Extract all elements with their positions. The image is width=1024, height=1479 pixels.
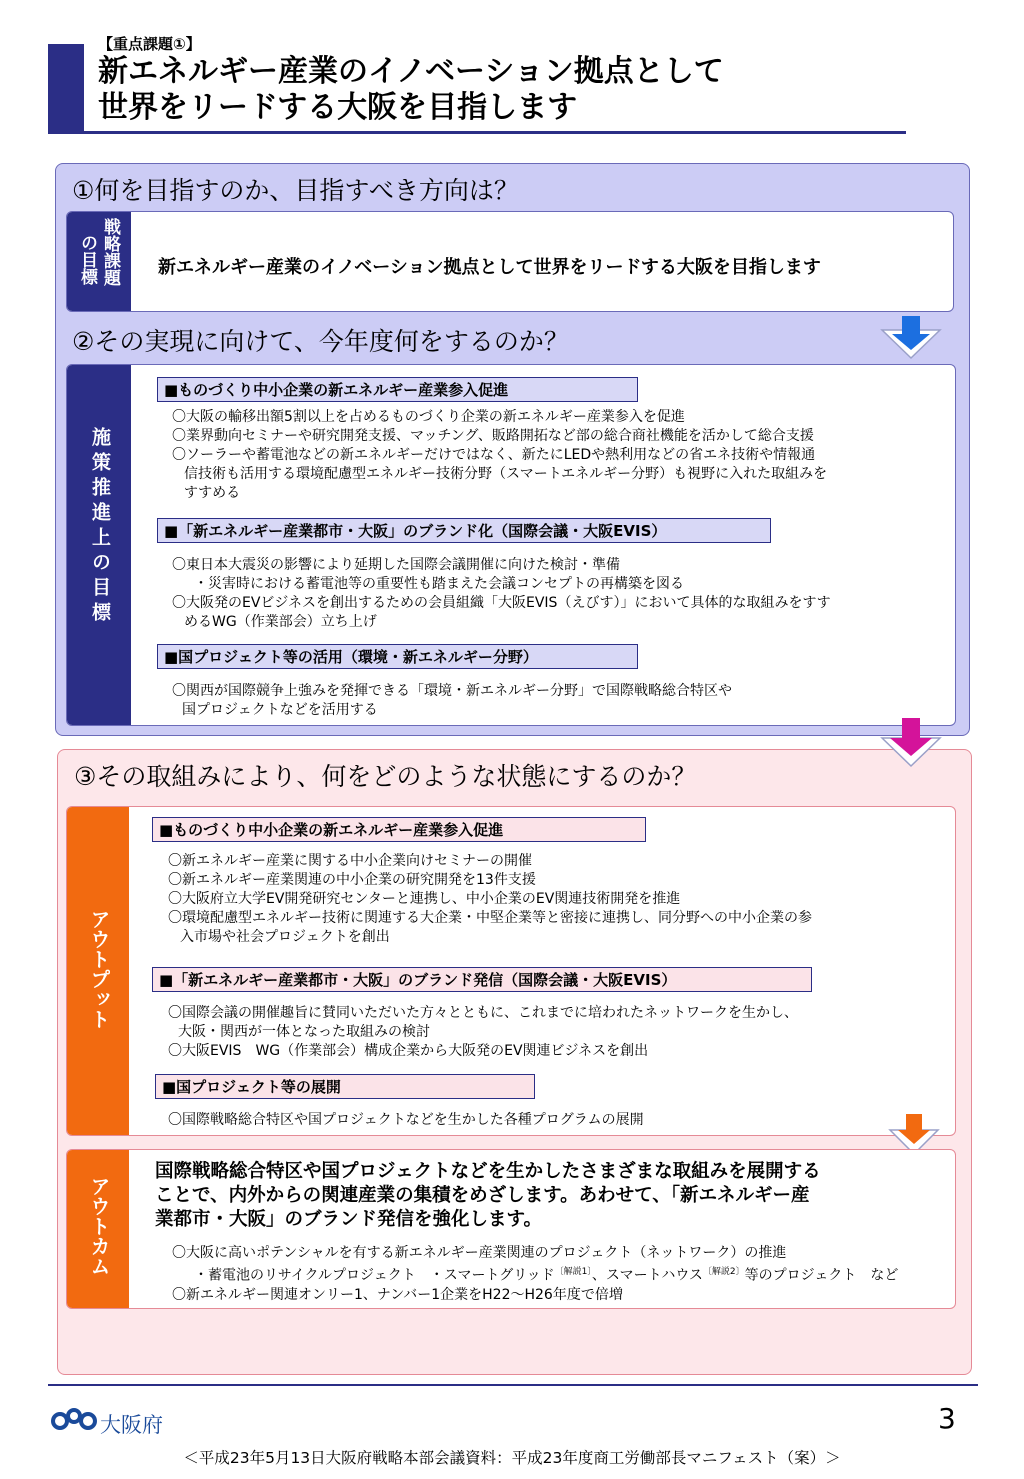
output-group3-list bbox=[168, 1111, 644, 1130]
strategic-goal-label-b: の目標 bbox=[77, 234, 97, 285]
list-item: 国プロジェクトなどを活用する bbox=[182, 702, 378, 718]
page-title bbox=[98, 54, 724, 126]
list-item bbox=[172, 1263, 898, 1286]
measures-group2-title: ■「新エネルギー産業都市・大阪」のブランド化（国際会議・大阪EVIS） bbox=[157, 518, 771, 543]
measures-label bbox=[67, 365, 131, 725]
output-group3-title: ■国プロジェクト等の展開 bbox=[155, 1074, 535, 1099]
header-rule bbox=[48, 131, 906, 134]
outcome-text: 、スマートハウス bbox=[591, 1267, 703, 1284]
outcome-list bbox=[172, 1244, 898, 1305]
list-item: 〇新エネルギー関連オンリー1、ナンバー1企業をH22～H26年度で倍増 bbox=[172, 1286, 623, 1303]
list-item: めるWG（作業部会）立ち上げ bbox=[184, 614, 377, 630]
measures-group3-list bbox=[172, 682, 732, 720]
list-item: 〇大阪に高いポテンシャルを有する新エネルギー産業関連のプロジェクト（ネットワーク）の推進 bbox=[172, 1245, 787, 1261]
output-group2-title: ■「新エネルギー産業都市・大阪」のブランド発信（国際会議・大阪EVIS） bbox=[152, 967, 812, 992]
strategic-goal-label bbox=[67, 212, 131, 311]
list-item: 〇大阪発のEVビジネスを創出するための会員組織「大阪EVIS（えびす）」において具体的な取組みをすす bbox=[172, 595, 831, 611]
measures-group1-title: ■ものづくり中小企業の新エネルギー産業参入促進 bbox=[157, 377, 638, 402]
arrow-down-blue-icon bbox=[880, 314, 942, 360]
page-title-line2: 世界をリードする大阪を目指します bbox=[98, 90, 578, 125]
list-item: 〇環境配慮型エネルギー技術に関連する大企業・中堅企業等と密接に連携し、同分野への中小企業の参 bbox=[168, 910, 812, 926]
output-group1-title: ■ものづくり中小企業の新エネルギー産業参入促進 bbox=[152, 817, 646, 842]
arrow-down-magenta-icon bbox=[880, 716, 942, 768]
list-item: すすめる bbox=[184, 485, 241, 501]
section3-heading: ③その取組みにより、何をどのような状態にするのか？ bbox=[74, 762, 697, 791]
output-label bbox=[67, 807, 129, 1135]
logo-text: 大阪府 bbox=[100, 1413, 163, 1437]
footnote-ref: 〔解説2〕 bbox=[702, 1267, 745, 1277]
list-item: 〇業界動向セミナーや研究開発支援、マッチング、販路開拓など部の総合商社機能を活かして総合支援 bbox=[172, 428, 814, 444]
list-item: 〇国際戦略総合特区や国プロジェクトなどを生かした各種プログラムの展開 bbox=[168, 1112, 644, 1128]
list-item: 信技術も活用する環境配慮型エネルギー技術分野（スマートエネルギー分野）も視野に入れた取組みを bbox=[184, 466, 828, 482]
output-label-text: アウトプット bbox=[87, 909, 111, 1029]
outcome-headline-line: ことで、内外からの関連産業の集積をめざします。あわせて、「新エネルギー産 bbox=[155, 1185, 810, 1206]
source-caption: ＜平成23年5月13日大阪府戦略本部会議資料：平成23年度商工労働部長マニフェスト（案）＞ bbox=[183, 1449, 841, 1467]
list-item: 〇新エネルギー産業関連の中小企業の研究開発を13件支援 bbox=[168, 872, 536, 888]
list-item: 〇大阪府立大学EV開発研究センターと連携し、中小企業のEV関連技術開発を推進 bbox=[168, 891, 681, 907]
footer-rule bbox=[48, 1384, 978, 1386]
header-tag: 【重点課題①】 bbox=[98, 35, 201, 53]
list-item: 〇大阪EVIS WG（作業部会）構成企業から大阪発のEV関連ビジネスを創出 bbox=[168, 1043, 649, 1059]
measures-group1-list bbox=[172, 408, 827, 503]
list-item: 〇国際会議の開催趣旨に賛同いただいた方々とともに、これまでに培われたネットワークを生かし、 bbox=[168, 1005, 798, 1021]
measures-group2-list bbox=[172, 556, 831, 632]
list-item: 〇大阪の輸移出額5割以上を占めるものづくり企業の新エネルギー産業参入を促進 bbox=[172, 409, 685, 425]
outcome-text: 等のプロジェクト など bbox=[744, 1267, 899, 1284]
page-title-line1: 新エネルギー産業のイノベーション拠点として bbox=[98, 54, 724, 89]
list-item: 〇新エネルギー産業に関する中小企業向けセミナーの開催 bbox=[168, 853, 532, 869]
outcome-label-text: アウトカム bbox=[87, 1176, 111, 1276]
page-number: 3 bbox=[938, 1402, 956, 1435]
section2-heading: ②その実現に向けて、今年度何をするのか？ bbox=[72, 327, 569, 356]
strategic-goal-text: 新エネルギー産業のイノベーション拠点として世界をリードする大阪を目指します bbox=[158, 257, 821, 278]
outcome-text: ・蓄電池のリサイクルプロジェクト ・スマートグリッド bbox=[194, 1267, 555, 1284]
output-group1-list bbox=[168, 852, 812, 947]
list-item: 大阪・関西が一体となった取組みの検討 bbox=[178, 1024, 430, 1040]
section1-heading: ①何を目指すのか、目指すべき方向は？ bbox=[72, 176, 519, 205]
outcome-headline-line: 国際戦略総合特区や国プロジェクトなどを生かしたさまざまな取組みを展開する bbox=[155, 1161, 821, 1182]
list-item: 〇東日本大震災の影響により延期した国際会議開催に向けた検討・準備 bbox=[172, 557, 620, 573]
measures-label-text: 施策推進上の目標 bbox=[89, 427, 111, 627]
footnote-ref: 〔解説1〕 bbox=[554, 1267, 592, 1277]
outcome-headline bbox=[155, 1160, 821, 1232]
output-group2-list bbox=[168, 1004, 798, 1061]
outcome-label bbox=[67, 1150, 129, 1308]
list-item: 〇ソーラーや蓄電池などの新エネルギーだけではなく、新たにLEDや熱利用などの省エネ技術や情報通 bbox=[172, 447, 816, 463]
list-item: 〇関西が国際競争上強みを発揮できる「環境・新エネルギー分野」で国際戦略総合特区や bbox=[172, 683, 732, 699]
list-item: 入市場や社会プロジェクトを創出 bbox=[180, 929, 390, 945]
measures-group3-title: ■国プロジェクト等の活用（環境・新エネルギー分野） bbox=[157, 644, 638, 669]
list-item: ・災害時における蓄電池等の重要性も踏まえた会議コンセプトの再構築を図る bbox=[194, 576, 684, 592]
osaka-logo-icon bbox=[50, 1408, 98, 1438]
header-accent-bar bbox=[48, 44, 84, 132]
strategic-goal-label-a: 戦略課題 bbox=[100, 218, 120, 286]
outcome-headline-line: 業都市・大阪」のブランド発信を強化します。 bbox=[155, 1209, 543, 1230]
